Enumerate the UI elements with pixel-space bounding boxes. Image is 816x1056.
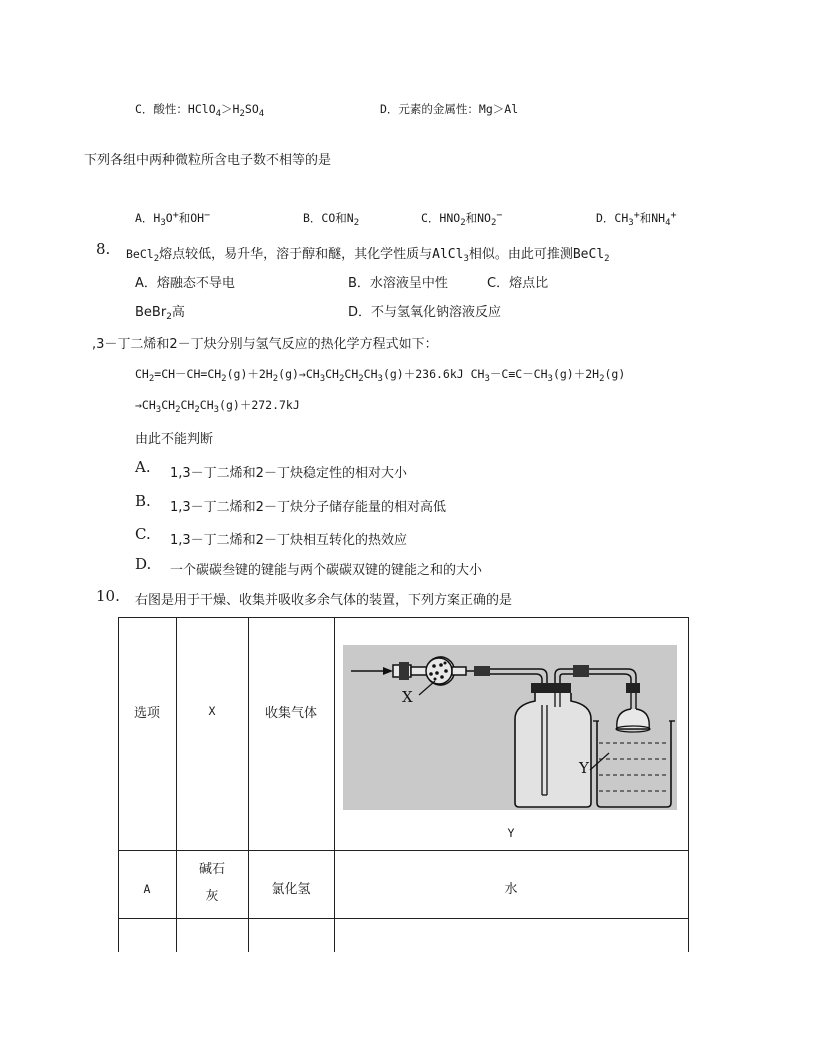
q7-stem: 下列各组中两种微粒所含电子数不相等的是	[84, 153, 332, 168]
q9-option-a-letter: A.	[135, 458, 151, 476]
q9-option-b-text: 1,3－丁二烯和2－丁炔分子储存能量的相对高低	[170, 500, 446, 515]
apparatus-figure	[343, 645, 677, 810]
q8-option-b: B．水溶液呈中性	[348, 276, 448, 291]
q9-lead: 由此不能判断	[135, 432, 214, 447]
q7-option-a: A．$H_3O^+$和OH−	[135, 210, 211, 228]
row-a-y: 水	[504, 882, 518, 897]
header-gas: 收集气体	[264, 706, 317, 721]
q7-option-c: C．$HNO_2$和$NO_2^-$	[421, 210, 503, 228]
q8-number: 8.	[96, 240, 111, 258]
q7-option-b: B．CO和$N_2$	[303, 211, 360, 228]
row-a-gas: 氯化氢	[271, 882, 311, 897]
q10-number: 10.	[96, 587, 120, 605]
q8-option-c: C．熔点比	[487, 276, 549, 291]
q6-option-d: D．元素的金属性：Mg＞Al	[380, 102, 519, 116]
header-x: X	[208, 704, 216, 718]
q9-option-a-text: 1,3－丁二烯和2－丁炔稳定性的相对大小	[170, 466, 407, 481]
q9-equation-1: $CH_2=CH-CH=CH_2(g)+2H_2(g)\to CH_3CH_2CH_2CH_3(g)+236.6kJ$ $CH_3-C\equiv C-CH_3(g)+2H_2(g)$	[135, 367, 626, 384]
q9-option-c-letter: C.	[135, 525, 151, 543]
row-a-x-line1: 碱石	[198, 862, 225, 877]
q9-option-d-text: 一个碳碳叁键的键能与两个碳碳双键的键能之和的大小	[170, 563, 483, 578]
q6-option-c: C．酸性：$HClO_4>H_2SO_4$	[135, 102, 265, 119]
header-y-caption: Y	[507, 826, 515, 840]
row-a-option: A	[143, 882, 151, 896]
q8-stem: BeCl$_2$熔点较低，易升华，溶于醇和醚，其化学性质与AlCl$_3$相似。由此可推测BeCl$_2$	[126, 247, 610, 264]
q8-option-c-cont: BeBr$_2$高	[135, 305, 185, 322]
q9-option-b-letter: B.	[135, 492, 151, 510]
q7-option-d: D．$CH_3^+$和$NH_4^+$	[596, 210, 677, 228]
q9-equation-2: $\to CH_3CH_2CH_2CH_3(g)+272.7kJ$	[135, 398, 300, 415]
q9-stem: ,3－丁二烯和2－丁炔分别与氢气反应的热化学方程式如下：	[92, 337, 438, 352]
q9-option-c-text: 1,3－丁二烯和2－丁炔相互转化的热效应	[170, 533, 407, 548]
q8-option-a: A．熔融态不导电	[135, 276, 235, 291]
label-y: Y	[579, 759, 589, 777]
q8-option-d: D．不与氢氧化钠溶液反应	[348, 305, 502, 320]
label-x: X	[402, 688, 413, 706]
q9-option-d-letter: D.	[135, 555, 152, 573]
q10-stem: 右图是用于干燥、收集并吸收多余气体的装置，下列方案正确的是	[135, 593, 513, 608]
row-a-x-line2: 灰	[205, 889, 219, 904]
header-option: 选项	[133, 706, 160, 721]
